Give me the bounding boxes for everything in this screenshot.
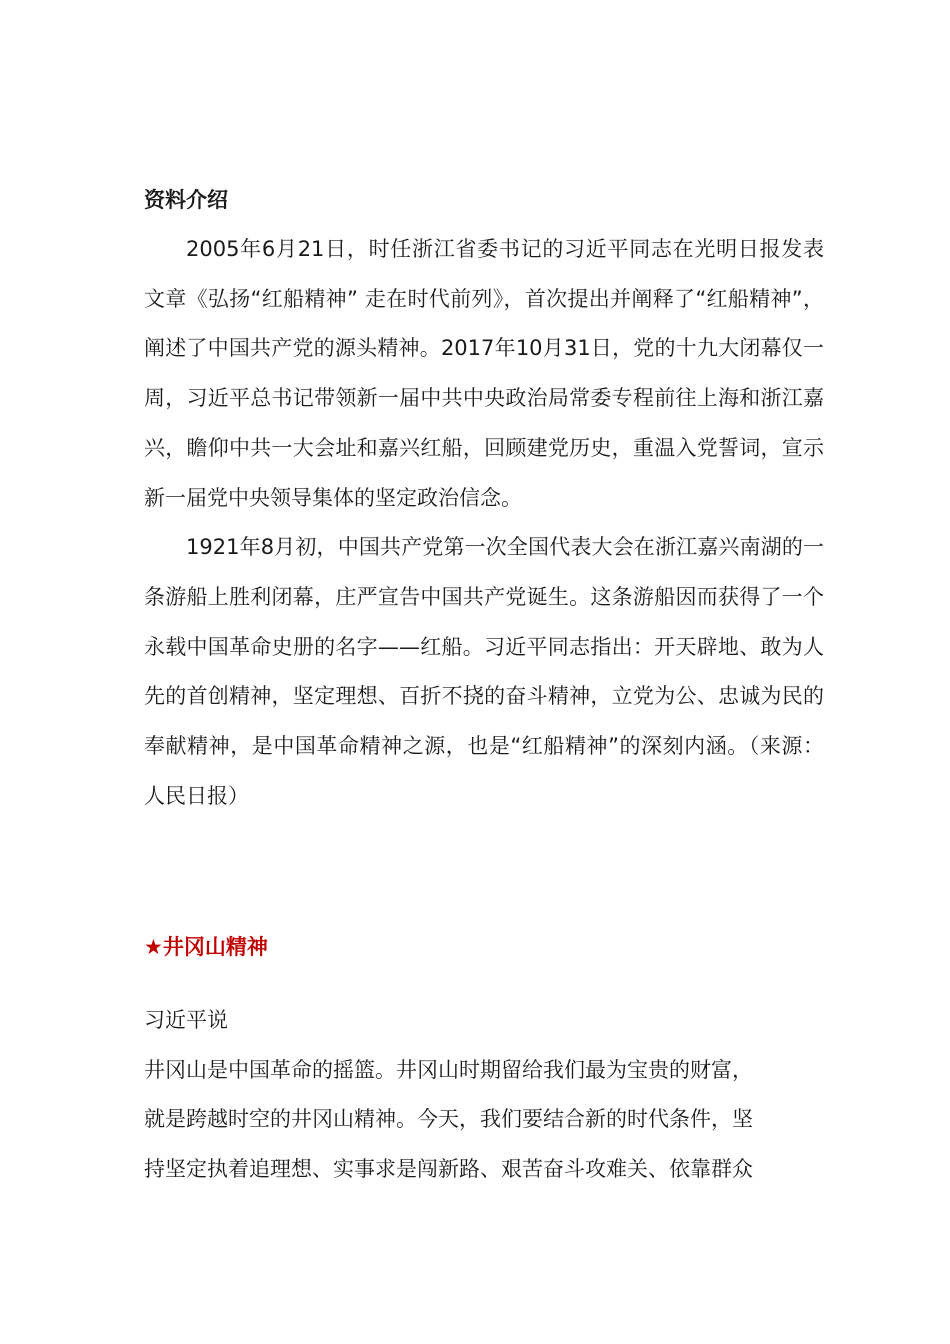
- intro-section: [144, 185, 824, 215]
- intro-heading: 资料介绍: [144, 188, 228, 212]
- jinggangshan-section: [144, 932, 824, 962]
- intro-paragraph-1: 2005年6月21日，时任浙江省委书记的习近平同志在光明日报发表文章《弘扬“红船精神” 走在时代前列》，首次提出并阐释了“红船精神”，阐述了中国共产党的源头精神。2017年10月31日，党的十九大闭幕仅一周，习近平总书记带领新一届中共中央政治局常委专程前往上海和浙江嘉兴，瞻仰中共一大会址和嘉兴红船，回顾建党历史，重温入党誓词，宣示新一届党中央领导集体的坚定政治信念。: [144, 237, 824, 510]
- jinggangshan-line-3: 持坚定执着追理想、实事求是闯新路、艰苦奋斗攻难关、依靠群众: [144, 1157, 753, 1182]
- jinggangshan-heading: ★井冈山精神: [144, 935, 268, 959]
- jinggangshan-body: [144, 996, 824, 1195]
- intro-body: [144, 225, 824, 821]
- jinggangshan-subheading: 习近平说: [144, 1008, 228, 1032]
- jinggangshan-line-2: 就是跨越时空的井冈山精神。今天，我们要结合新的时代条件，坚: [144, 1107, 753, 1132]
- jinggangshan-line-1: 井冈山是中国革命的摇篮。井冈山时期留给我们最为宝贵的财富，: [144, 1057, 753, 1082]
- intro-paragraph-2: 1921年8月初，中国共产党第一次全国代表大会在浙江嘉兴南湖的一条游船上胜利闭幕，庄严宣告中国共产党诞生。这条游船因而获得了一个永载中国革命史册的名字——红船。习近平同志指出：开天辟地、敢为人先的首创精神，坚定理想、百折不挠的奋斗精神，立党为公、忠诚为民的奉献精神，是中国革命精神之源，也是“红船精神”的深刻内涵。（来源：人民日报）: [144, 535, 824, 808]
